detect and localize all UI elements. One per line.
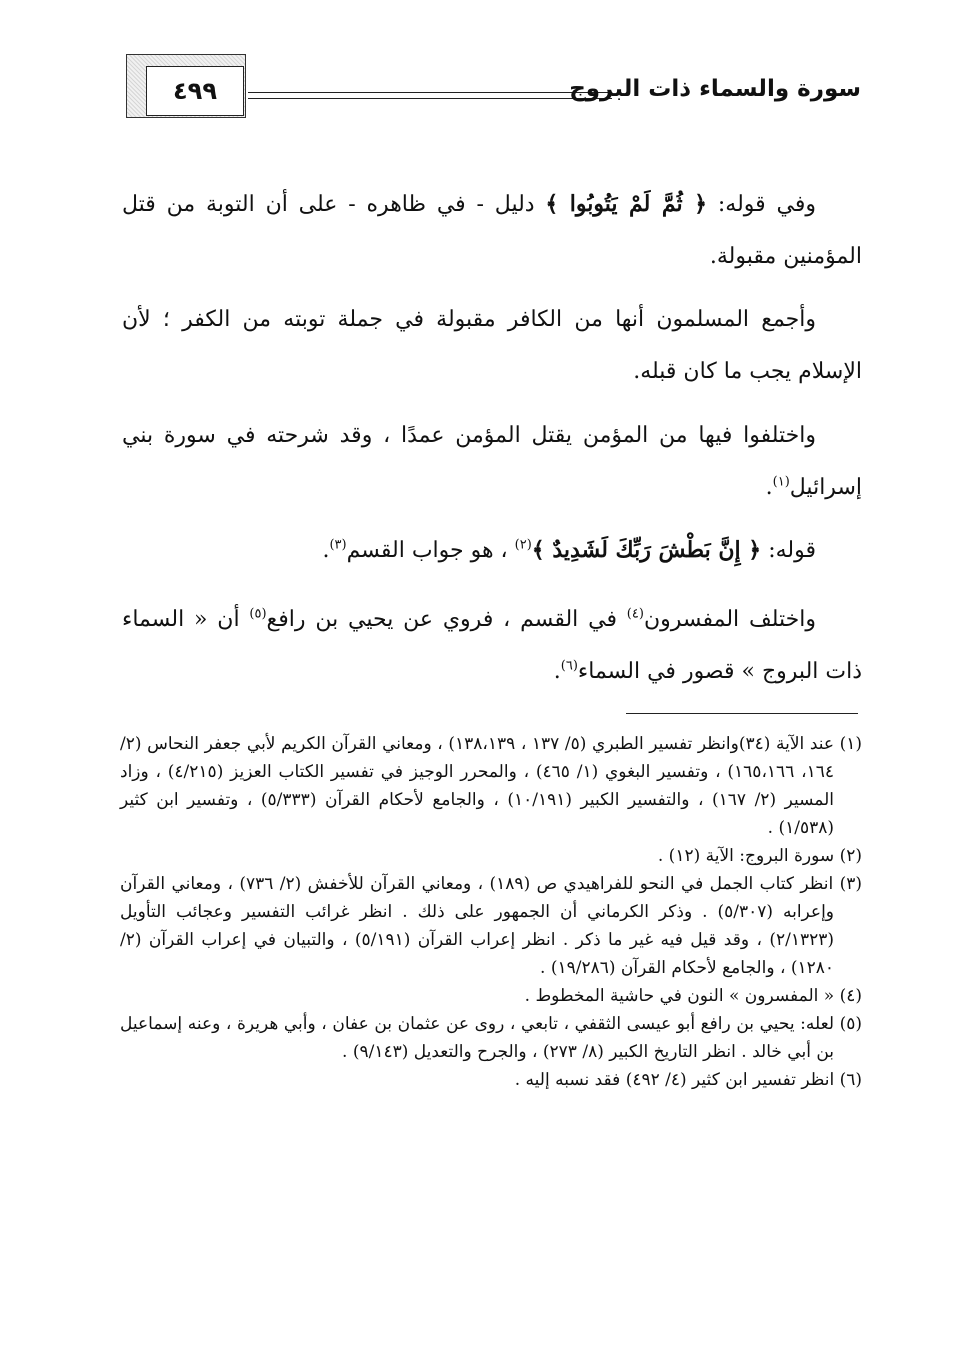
- paragraph-5: [122, 594, 862, 698]
- footnote-4: (٤) « المفسرون » النون في حاشية المخطوط .: [524, 986, 862, 1006]
- p2-text: وأجمع المسلمون أنها من الكافر مقبولة في جملة توبته من الكفر ؛ لأن الإسلام يجب ما كان قبله.: [122, 307, 862, 384]
- p1-after: دليل - في ظاهره - على أن التوبة من قتل المؤمنين مقبولة.: [122, 192, 862, 269]
- running-header-title: سورة والسماء ذات البروج: [569, 76, 861, 102]
- paragraph-3: [122, 410, 862, 514]
- p5-b: في القسم ، فروي عن يحيي بن رافع: [266, 607, 627, 632]
- p4-mid: ، هو جواب القسم: [346, 538, 515, 563]
- footnote-ref-4[interactable]: (٤): [626, 606, 644, 622]
- quran-verse-1: ﴿ ثُمَّ لَمْ يَتُوبُوا ﴾: [545, 191, 708, 217]
- quran-verse-2: ﴿ إِنَّ بَطْشَ رَبِّكَ لَشَدِيدٌ ﴾: [531, 537, 762, 563]
- footnote-ref-5[interactable]: (٥): [249, 606, 267, 622]
- footnote-ref-6[interactable]: (٦): [560, 658, 578, 674]
- paragraph-4: [122, 524, 862, 577]
- footnote-5: (٥) لعله: يحيي بن رافع أبو عيسى الثقفي ، تابعي ، روى عن عثمان بن عفان ، وأبي هريرة ، وعنه إسماعيل بن أبي خالد . انظر التاريخ الكبير (٨/ ٢٧٣) ، والجرح والتعديل (٩/١٤٣) .: [120, 1014, 862, 1062]
- page-number: ٤٩٩: [146, 66, 244, 116]
- footnote-6: (٦) انظر تفسير ابن كثير (٤/ ٤٩٢) فقد نسبه إليه .: [514, 1070, 862, 1090]
- footnote-1: (١) عند الآية (٣٤)وانظر تفسير الطبري (٥/ ١٣٧ ، ١٣٨،١٣٩) ، ومعاني القرآن الكريم لأبي جعفر النحاس (٢/ ١٦٤، ١٦٥،١٦٦) ، وتفسير البغوي (١/ ٤٦٥) ، والمحرر الوجيز في تفسير الكتاب العزيز (٤/٢١٥) ، وزاد المسير (٢/ ١٦٧) ، والتفسير الكبير (١٠/١٩١) ، والجامع لأحكام القرآن (٥/٣٣٣) ، وتفسير ابن كثير (١/٥٣٨) .: [120, 734, 863, 838]
- footnote-ref-3[interactable]: (٣): [329, 537, 347, 553]
- footnote-2: (٢) سورة البروج: الآية (١٢) .: [657, 846, 862, 866]
- p5-c: أن « السماء ذات البروج » قصور في السماء: [122, 607, 862, 684]
- footnotes: [120, 730, 862, 1094]
- p5-end: .: [553, 659, 561, 684]
- p1-before: وفي قوله:: [707, 192, 816, 217]
- footnote-ref-1[interactable]: (١): [772, 474, 790, 490]
- p3-text: واختلفوا فيها من المؤمن يقتل المؤمن عمدًا ، وقد شرحته في سورة بني إسرائيل: [122, 423, 862, 500]
- p5-a: واختلف المفسرون: [643, 607, 816, 632]
- header-rule: [248, 92, 612, 99]
- footnote-ref-2[interactable]: (٢): [514, 537, 532, 553]
- paragraph-2: [122, 294, 862, 398]
- footnote-divider: [626, 713, 858, 714]
- p4-end: .: [322, 538, 330, 563]
- paragraph-1: [122, 178, 862, 283]
- footnote-3: (٣) انظر كتاب الجمل في النحو للفراهيدي ص (١٨٩) ، ومعاني القرآن للأخفش (٢/ ٧٣٦) ، ومعاني القرآن وإعرابه (٥/٣٠٧) . وذكر الكرماني أن الجمهور على ذلك . انظر غرائب التفسير وعجائب التأويل (٢/١٣٢٣) ، وقد قيل فيه غير ما ذكر . انظر إعراب القرآن (٥/١٩١) ، والتبيان في إعراب القرآن (٢/ ١٢٨٠) ، والجامع لأحكام القرآن (١٩/٢٨٦) .: [120, 874, 862, 978]
- p4-before: قوله:: [761, 538, 816, 563]
- p3-end: .: [765, 475, 773, 500]
